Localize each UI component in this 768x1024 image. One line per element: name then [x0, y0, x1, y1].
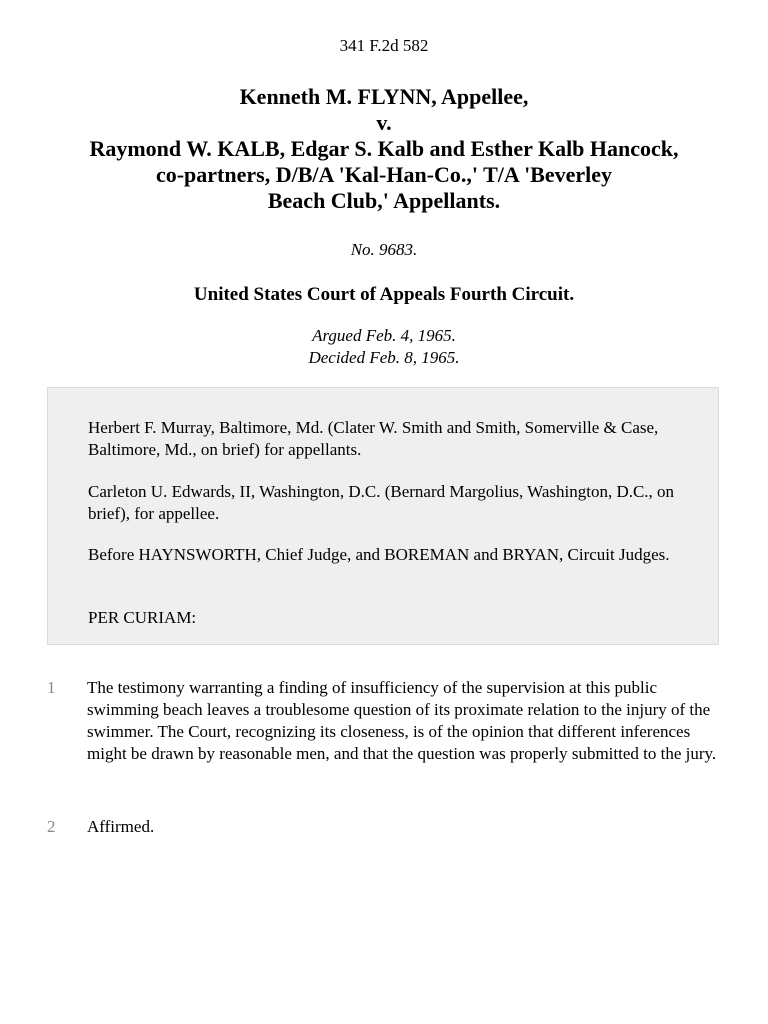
- argued-date: Argued Feb. 4, 1965.: [312, 326, 456, 345]
- paragraph-number: 2: [47, 817, 56, 836]
- paragraph-number: 1: [47, 678, 56, 697]
- decided-date: Decided Feb. 8, 1965.: [308, 348, 460, 367]
- judicial-panel: Before HAYNSWORTH, Chief Judge, and BOREMAN and BRYAN, Circuit Judges.: [88, 545, 670, 564]
- case-citation: 341 F.2d 582: [339, 36, 429, 55]
- case-dates: [0, 325, 768, 369]
- title-appellants-line3: Beach Club,' Appellants.: [267, 188, 501, 213]
- opinion-paragraph: The testimony warranting a finding of insufficiency of the supervision at this public swimming beach leaves a troublesome question of its proximate relation to the injury of the swimmer. The Court, recognizing its closeness, is of the opinion that different inferences might be drawn by reasonable men, and that the question was properly submitted to the jury.: [87, 678, 717, 763]
- case-title: [40, 84, 728, 214]
- title-versus: v.: [376, 110, 392, 135]
- title-appellants-line1: Raymond W. KALB, Edgar S. Kalb and Esther Kalb Hancock,: [89, 136, 679, 161]
- headnote-box: [47, 387, 719, 645]
- opinion-paragraph: Affirmed.: [87, 817, 155, 836]
- docket-number: No. 9683.: [350, 240, 418, 259]
- appellants-counsel: Herbert F. Murray, Baltimore, Md. (Clater W. Smith and Smith, Somerville & Case, Baltimore, Md., on brief) for appellants.: [88, 418, 659, 459]
- title-appellants-line2: co-partners, D/B/A 'Kal-Han-Co.,' T/A 'Beverley: [155, 162, 613, 187]
- title-appellee: Kenneth M. FLYNN, Appellee,: [239, 84, 529, 109]
- appellee-counsel: Carleton U. Edwards, II, Washington, D.C. (Bernard Margolius, Washington, D.C., on brief), for appellee.: [88, 482, 675, 523]
- court-name: United States Court of Appeals Fourth Circuit.: [193, 284, 575, 305]
- per-curiam-label: PER CURIAM:: [88, 608, 197, 627]
